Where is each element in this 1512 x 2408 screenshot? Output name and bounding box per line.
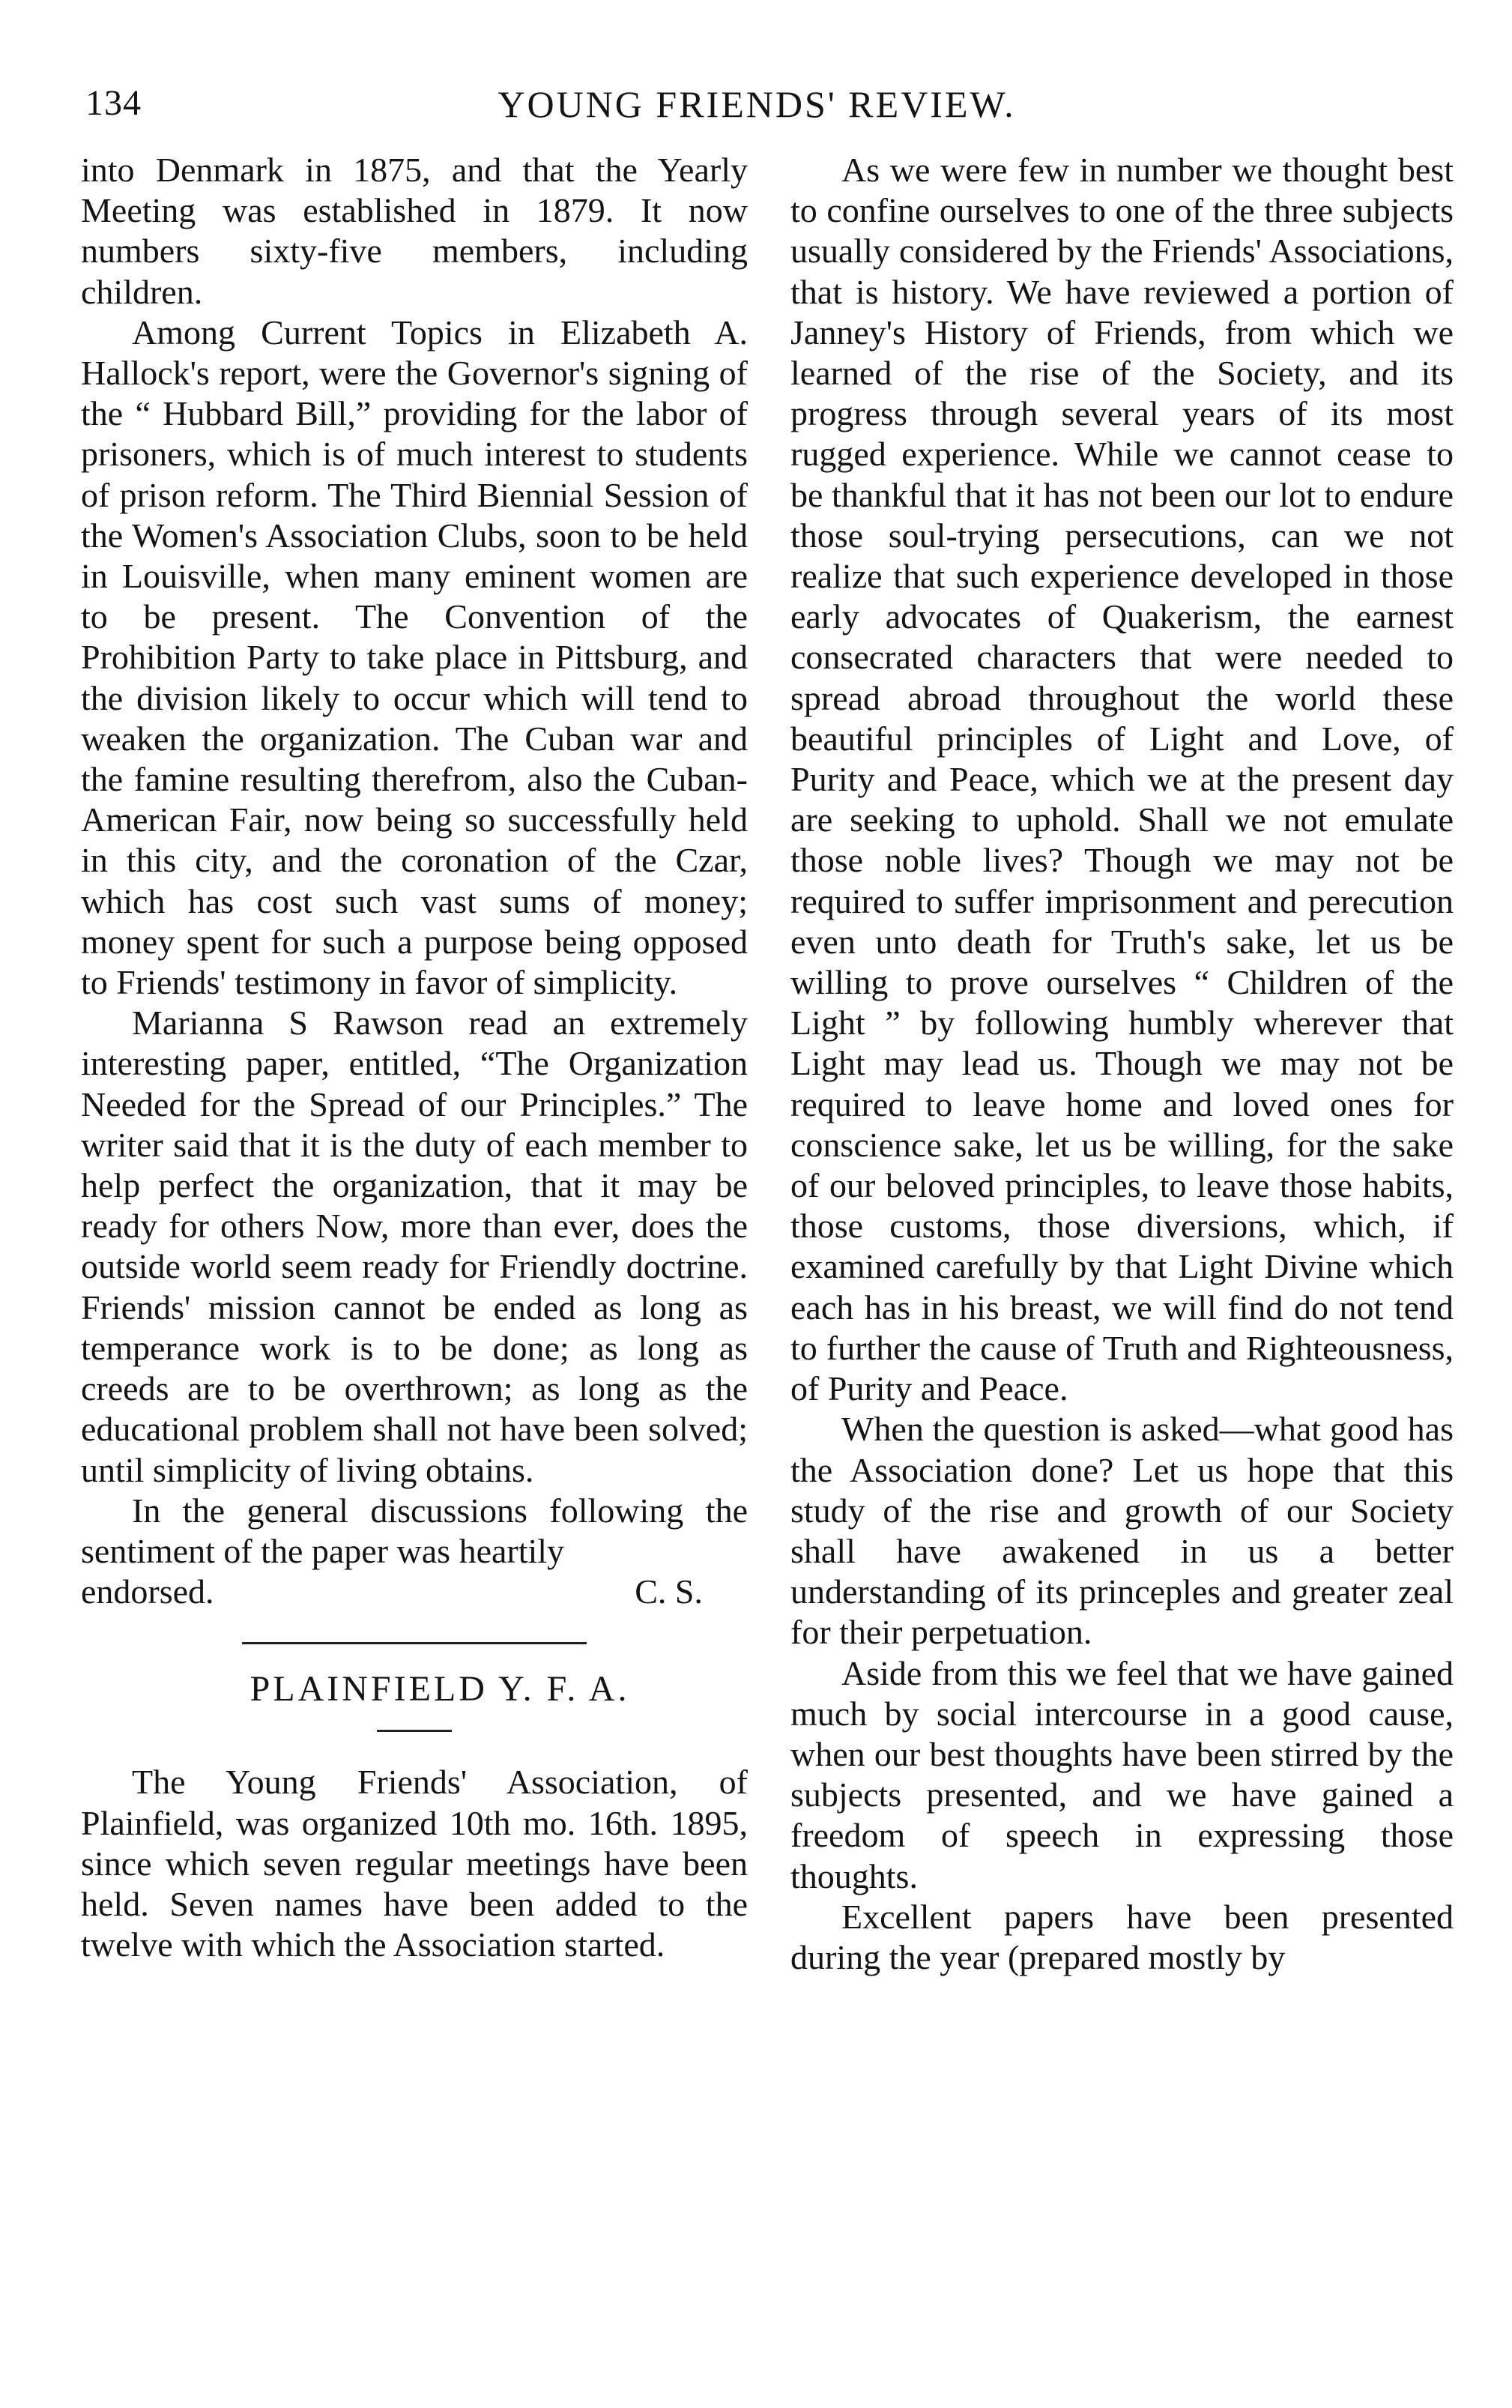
paragraph: In the general discussions following the sentiment of the paper was heartily xyxy=(81,1491,748,1570)
paragraph: Marianna S Rawson read an extremely interesting paper, entitled, “The Organization Needed for the Spread of our Principles.” The writer said that it is the duty of each member to help perfect the organization, that it may be ready for others Now, more than ever, does the outside world seem ready for Friendly doctrine. Friends' mission cannot be ended as long as temperance work is to be done; as long as creeds are to be overthrown; as long as the educational problem shall not have been solved; until simplicity of living obtains. xyxy=(81,1004,748,1489)
page-number: 134 xyxy=(85,83,142,123)
paragraph: Among Current Topics in Elizabeth A. Hallock's report, were the Governor's signing of the “ Hubbard Bill,” providing for the labor of prisoners, which is of much interest to students of prison reform. The Third Biennial Session of the Women's Association Clubs, soon to be held in Louisville, when many eminent women are to be present. The Convention of the Prohibition Party to take place in Pittsburg, and the division likely to occur which will tend to weaken the organization. The Cuban war and the famine resulting therefrom, also the Cuban-American Fair, now being so successfully held in this city, and the coronation of the Czar, which has cost such vast sums of money; money spent for such a purpose being opposed to Friends' testimony in favor of simplicity. xyxy=(81,313,748,1002)
signoff-text: endorsed. xyxy=(81,1572,214,1611)
page-header xyxy=(45,82,1469,142)
heading-underline xyxy=(377,1730,452,1732)
paragraph: Excellent papers have been presented during the year (prepared mostly by xyxy=(790,1897,1454,1976)
paragraph: Aside from this we feel that we have gained much by social intercourse in a good cause, when our best thoughts have been stirred by the subjects presented, and we have gained a freedom of speech in expressing those thoughts. xyxy=(790,1653,1454,1895)
paragraph: into Denmark in 1875, and that the Yearly Meeting was established in 1879. It now numbers sixty-five members, including children. xyxy=(81,151,748,311)
signoff-initials: C. S. xyxy=(635,1572,703,1611)
section-heading: PLAINFIELD Y. F. A. xyxy=(250,1669,630,1710)
left-column xyxy=(81,150,748,1965)
paragraph: The Young Friends' Association, of Plainfield, was organized 10th mo. 16th. 1895, since which seven regular meetings have been held. Seven names have been added to the twelve with which the Association started. xyxy=(81,1763,748,1964)
signoff-line xyxy=(81,1572,748,1612)
section-divider xyxy=(242,1642,587,1644)
paragraph: When the question is asked—what good has the Association done? Let us hope that this study of the rise and growth of our Society shall have awakened in us a better understanding of its princeples and greater zeal for their perpetuation. xyxy=(790,1410,1454,1652)
running-title: YOUNG FRIENDS' REVIEW. xyxy=(498,83,1016,125)
right-column xyxy=(790,150,1454,1978)
paragraph: As we were few in number we thought best to confine ourselves to one of the three subjects usually considered by the Friends' Associations, that is history. We have reviewed a portion of Janney's History of Friends, from which we learned of the rise of the Society, and its progress through several years of its most rugged experience. While we cannot cease to be thankful that it has not been our lot to endure those soul-trying persecutions, can we not realize that such experience developed in those early advocates of Quakerism, the earnest consecrated characters that were needed to spread abroad throughout the world these beautiful principles of Light and Love, of Purity and Peace, which we at the present day are seeking to uphold. Shall we not emulate those noble lives? Though we may not be required to suffer imprisonment and perecution even unto death for Truth's sake, let us be willing to prove ourselves “ Children of the Light ” by following humbly wherever that Light may lead us. Though we may not be required to leave home and loved ones for conscience sake, let us be willing, for the sake of our beloved principles, to leave those habits, those customs, those diversions, which, if examined carefully by that Light Divine which each has in his breast, we will find do not tend to further the cause of Truth and Righteousness, of Purity and Peace. xyxy=(790,151,1454,1408)
